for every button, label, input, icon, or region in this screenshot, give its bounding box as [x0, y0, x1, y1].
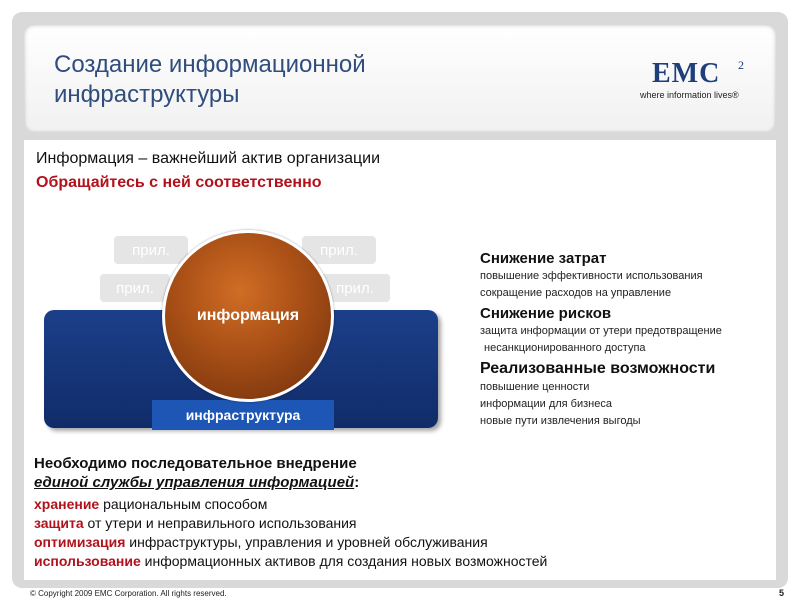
benefit-line: защита информации от утери предотвращение: [480, 325, 722, 337]
ilm-link-text: единой службы управления информацией: [34, 474, 355, 491]
bottom-item-key: хранение: [34, 496, 100, 512]
app-pill-mid-right: прил.: [320, 274, 390, 302]
bottom-item-text: информационных активов для создания новых возможностей: [140, 553, 548, 569]
bottom-item: [34, 553, 547, 569]
intro-line-2: Обращайтесь с ней соответственно: [36, 174, 322, 191]
bottom-item: [34, 515, 357, 531]
logo-superscript: 2: [738, 58, 744, 72]
bottom-item-key: использование: [34, 553, 141, 569]
benefit-line: новые пути извлечения выгоды: [480, 415, 641, 427]
infrastructure-label: инфраструктура: [152, 400, 334, 430]
intro-line-1: Информация – важнейший актив организации: [36, 150, 381, 167]
bottom-item: [34, 496, 267, 512]
bottom-item-key: защита: [34, 515, 84, 531]
benefit-line: сокращение расходов на управление: [480, 287, 672, 299]
information-sphere: [162, 230, 334, 402]
bottom-item-text: инфраструктуры, управления и уровней обслуживания: [125, 534, 488, 550]
logo-text: EMC: [652, 58, 721, 89]
bottom-heading: Необходимо последовательное внедрение: [34, 455, 357, 472]
information-label: информация: [196, 307, 300, 324]
benefit-line: повышение эффективности использования: [480, 270, 703, 282]
emc-logo: [640, 58, 762, 108]
bottom-item-text: рациональным способом: [99, 496, 268, 512]
page-title: Создание информационной инфраструктуры: [54, 51, 366, 108]
bottom-item: [34, 534, 488, 550]
page-number: 5: [778, 588, 784, 598]
logo-tagline: where information lives®: [640, 90, 739, 100]
bottom-heading-line-2: [34, 474, 359, 491]
bottom-item-key: оптимизация: [34, 534, 126, 550]
app-pill-top-right: прил.: [302, 236, 376, 264]
copyright-text: © Copyright 2009 EMC Corporation. All rights reserved.: [30, 589, 227, 598]
app-pill-top-left: прил.: [114, 236, 188, 264]
benefit-title-opportunities: Реализованные возможности: [480, 360, 716, 377]
benefit-line: несанкционированного доступа: [484, 342, 646, 354]
benefit-line: повышение ценности: [480, 381, 590, 393]
heading-colon: :: [354, 474, 360, 491]
bottom-item-text: от утери и неправильного использования: [83, 515, 357, 531]
app-pill-mid-left: прил.: [100, 274, 170, 302]
benefit-title-costs: Снижение затрат: [480, 250, 607, 267]
benefit-line: информации для бизнеса: [480, 398, 612, 410]
benefit-title-risks: Снижение рисков: [480, 305, 612, 322]
